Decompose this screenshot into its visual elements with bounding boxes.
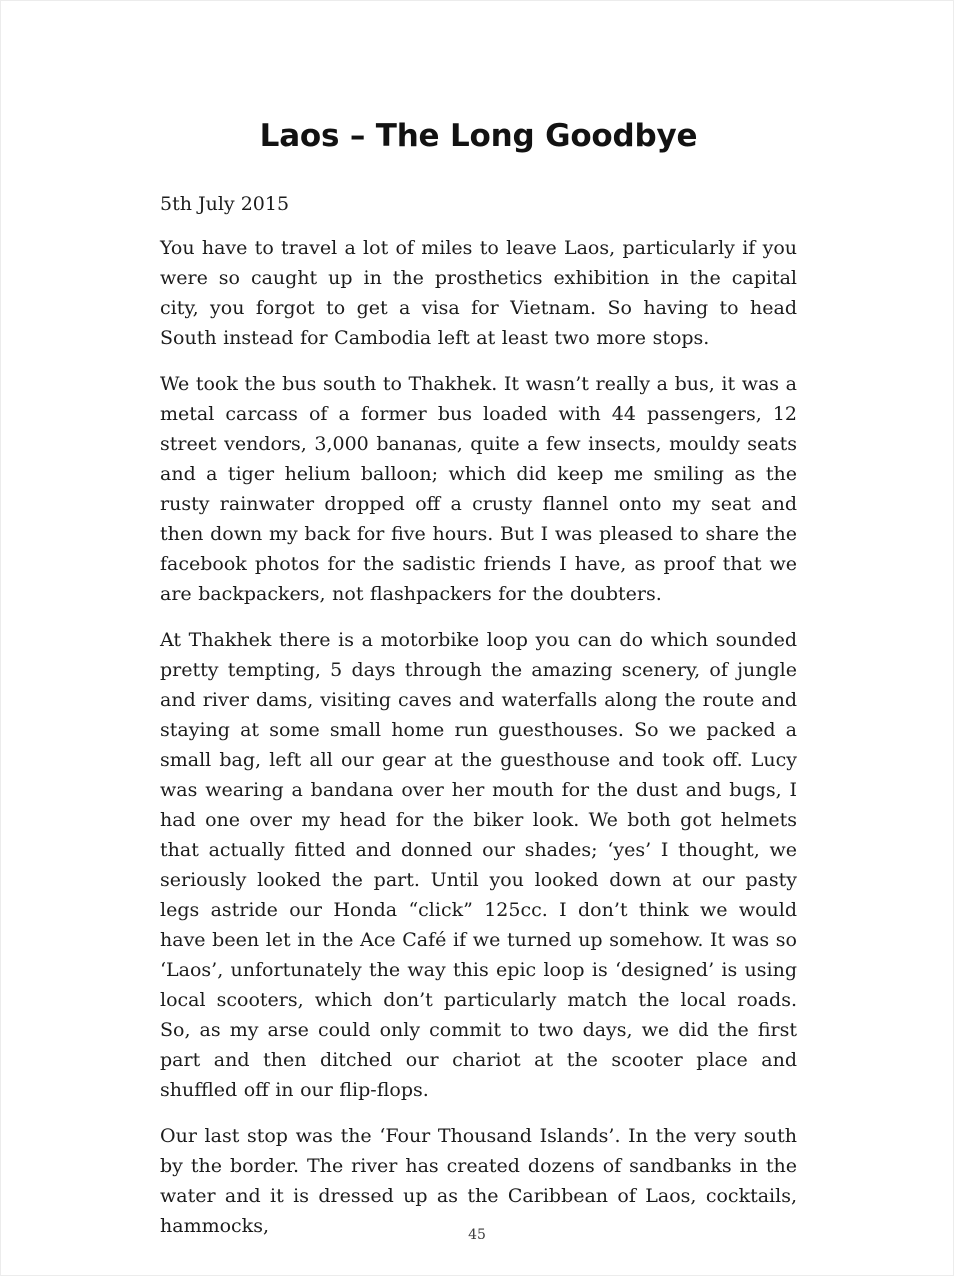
paragraph-3: At Thakhek there is a motorbike loop you can do which sounded pretty tempting, 5 days through the amazing scenery, of jungle and river dams, visiting caves and waterfalls along the route and staying at some small home run guesthouses. So we packed a small bag, left all our gear at the guesthouse and took off. Lucy was wearing a bandana over her mouth for the dust and bugs, I had one over my head for the biker look. We both got helmets that actually fitted and donned our shades; ‘yes’ I thought, we seriously looked the part. Until you looked down at our pasty legs astride our Honda “click” 125cc. I don’t think we would have been let in the Ace Café if we turned up somehow. It was so ‘Laos’, unfortunately the way this epic loop is ‘designed’ is using local scooters, which don’t particularly match the local roads. So, as my arse could only commit to two days, we did the first part and then ditched our chariot at the scooter place and shuffled off in our flip-flops. bbox=[160, 628, 797, 1101]
paragraph-4: Our last stop was the ‘Four Thousand Islands’. In the very south by the border. The river has created dozens of sandbanks in the water and it is dressed up as the Caribbean of Laos, cocktails, hammocks, bbox=[160, 1124, 797, 1237]
paragraph-1: You have to travel a lot of miles to leave Laos, particularly if you were so caught up in the prosthetics exhibition in the capital city, you forgot to get a visa for Vietnam. So having to head South instead for Cambodia left at least two more stops. bbox=[160, 236, 797, 349]
page-content bbox=[160, 119, 797, 1257]
date-line: 5th July 2015 bbox=[160, 192, 290, 215]
page-title: Laos – The Long Goodbye bbox=[259, 118, 698, 154]
page-number: 45 bbox=[468, 1227, 486, 1243]
paragraph-2: We took the bus south to Thakhek. It wasn’t really a bus, it was a metal carcass of a former bus loaded with 44 passengers, 12 street vendors, 3,000 bananas, quite a few insects, mouldy seats and a tiger helium balloon; which did keep me smiling as the rusty rainwater dropped off a crusty flannel onto my seat and then down my back for five hours. But I was pleased to share the facebook photos for the sadistic friends I have, as proof that we are backpackers, not flashpackers for the doubters. bbox=[160, 372, 797, 605]
